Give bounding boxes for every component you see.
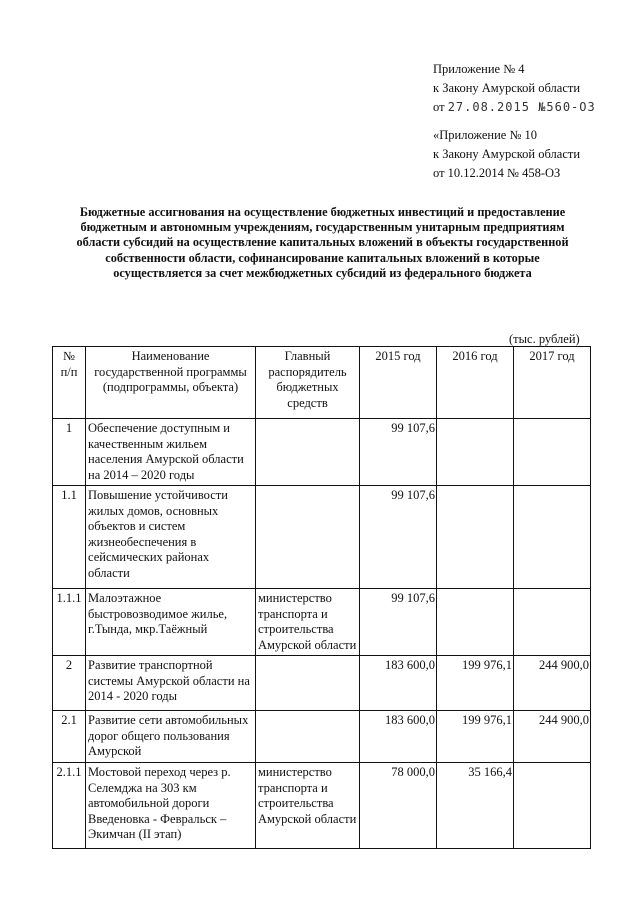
title-line-1: Бюджетные ассигнования на осуществление бюджетных инвестиций и предоставление [79,205,566,219]
units-label: (тыс. рублей) [509,332,580,346]
row-manager: министерство транспорта и строительства Амурской области [256,763,360,849]
row-2016 [437,486,514,589]
title-line-4: собственности области, софинансирование капитальных вложений в которые [105,250,540,265]
row-manager [256,711,360,763]
document-title [40,205,605,281]
table-row [53,763,591,849]
row-2017 [514,419,591,486]
date-prefix: от [433,100,445,114]
row-num: 1.1.1 [53,589,86,656]
appendix-10-law: к Закону Амурской области [433,147,581,161]
title-line-3: области субсидий на осуществление капитальных вложений в объекты государственной [76,235,569,250]
title-line-5: осуществляется за счет межбюджетных субсидий из федерального бюджета [113,265,532,280]
row-2016: 35 166,4 [437,763,514,849]
row-2017 [514,589,591,656]
row-manager: министерство транспорта и строительства Амурской области [256,589,360,656]
row-2016: 199 976,1 [437,656,514,711]
table-row [53,589,591,656]
row-2015: 78 000,0 [360,763,437,849]
row-2015: 99 107,6 [360,589,437,656]
row-manager [256,656,360,711]
appendix-10-title: «Приложение № 10 [433,128,538,142]
row-name: Развитие сети автомобильных дорог общего пользования Амурской [86,711,256,763]
row-2017: 244 900,0 [514,711,591,763]
handwritten-date-number: 27.08.2015 №560-ОЗ [447,100,596,114]
table-row [53,711,591,763]
appendix-4-date-line [433,98,596,117]
row-num: 2 [53,656,86,711]
header-2016: 2016 год [437,347,514,419]
row-2016: 199 976,1 [437,711,514,763]
row-num: 2.1.1 [53,763,86,849]
appendix-4-law: к Закону Амурской области [433,81,581,95]
row-num: 2.1 [53,711,86,763]
header-name: Наименование государственной программы (подпрограммы, объекта) [86,347,256,419]
row-2017 [514,763,591,849]
row-name: Развитие транспортной системы Амурской области на 2014 - 2020 годы [86,656,256,711]
appendix-4-title: Приложение № 4 [433,62,525,76]
row-2015: 99 107,6 [360,486,437,589]
row-manager [256,419,360,486]
row-2015: 99 107,6 [360,419,437,486]
row-2016 [437,419,514,486]
row-2015: 183 600,0 [360,711,437,763]
row-2017 [514,486,591,589]
row-num: 1.1 [53,486,86,589]
appendix-4-block [433,60,596,117]
budget-table [52,346,591,849]
table-row [53,656,591,711]
row-name: Обеспечение доступным и качественным жильем населения Амурской области на 2014 – 2020 годы [86,419,256,486]
table-row [53,486,591,589]
table-header-row [53,347,591,419]
appendix-10-date: от 10.12.2014 № 458-ОЗ [433,166,561,180]
title-line-2: бюджетным и автономным учреждениям, государственным унитарным предприятиям [80,220,565,235]
row-name: Повышение устойчивости жилых домов, основных объектов и систем жизнеобеспечения в сейсмических районах области [86,486,256,589]
appendix-10-block [433,126,580,183]
header-2015: 2015 год [360,347,437,419]
row-2016 [437,589,514,656]
row-2017: 244 900,0 [514,656,591,711]
header-manager: Главный распорядитель бюджетных средств [256,347,360,419]
row-name: Малоэтажное быстровозводимое жилье, г.Тында, мкр.Таёжный [86,589,256,656]
row-manager [256,486,360,589]
row-2015: 183 600,0 [360,656,437,711]
header-2017: 2017 год [514,347,591,419]
header-num: № п/п [53,347,86,419]
row-name: Мостовой переход через р. Селемджа на 303 км автомобильной дороги Введеновка - Февральск – Экимчан (II этап) [86,763,256,849]
row-num: 1 [53,419,86,486]
table-row [53,419,591,486]
